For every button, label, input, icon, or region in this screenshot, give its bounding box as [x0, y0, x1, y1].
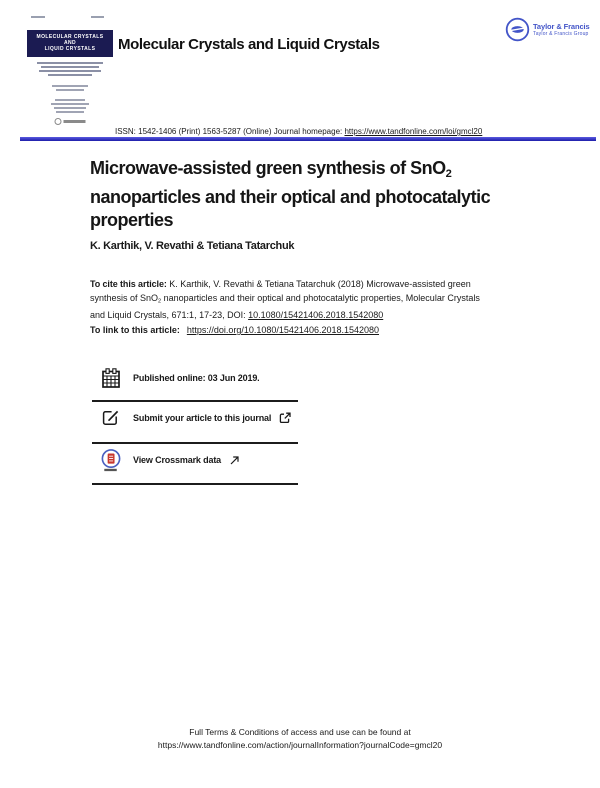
- cover-text-line: [37, 62, 103, 64]
- submit-article-text[interactable]: Submit your article to this journal: [133, 413, 272, 423]
- view-crossmark-text[interactable]: View Crossmark data: [133, 455, 222, 465]
- journal-cover-thumbnail: [25, 14, 115, 128]
- taylor-francis-logo-text: [533, 23, 590, 37]
- crossmark-icon: [100, 448, 122, 473]
- article-title-line1: Microwave-assisted green synthesis of SnO$_2$: [90, 158, 452, 181]
- cover-issn-text: [31, 16, 45, 18]
- cover-title-line: LIQUID CRYSTALS: [44, 46, 96, 52]
- article-authors: K. Karthik, V. Revathi & Tetiana Tatarchuk: [90, 240, 295, 252]
- issn-line: [115, 127, 482, 136]
- terms-footer: [0, 726, 600, 751]
- subscript: 2: [158, 298, 162, 305]
- view-crossmark-row[interactable]: [100, 448, 239, 472]
- article-title: [90, 157, 590, 232]
- cover-text-line: [55, 99, 85, 101]
- cite-label: To cite this article:: [90, 279, 167, 289]
- article-title-line2: nanoparticles and their optical and photocatalytic: [90, 187, 491, 208]
- journal-title: Molecular Crystals and Liquid Crystals: [118, 36, 380, 53]
- divider: [92, 400, 298, 402]
- publisher-logo-text: [64, 120, 86, 123]
- citation-block: [90, 278, 580, 322]
- divider: [92, 483, 298, 485]
- cover-text-line: [48, 74, 92, 76]
- link-label: To link to this article:: [90, 325, 180, 335]
- divider: [92, 442, 298, 444]
- cover-text-line: [41, 66, 99, 68]
- footer-line1: Full Terms & Conditions of access and use can be found at: [189, 727, 411, 737]
- external-arrow-icon: [230, 456, 239, 465]
- taylor-francis-logo: [505, 17, 590, 42]
- citation-line: and Liquid Crystals, 671:1, 17-23, DOI: 10.1080/15421406.2018.1542080: [90, 309, 384, 320]
- taylor-francis-globe-icon: [505, 17, 530, 42]
- submit-article-row[interactable]: [100, 406, 291, 430]
- article-title-line3: properties: [90, 210, 174, 231]
- logo-name: Taylor & Francis: [533, 21, 590, 31]
- article-link-line: [90, 325, 379, 335]
- citation-line: synthesis of SnO$_2$ nanoparticles and their optical and photocatalytic properties, Molecular Crystals: [90, 292, 480, 305]
- cover-title-line: AND: [63, 40, 77, 46]
- publisher-logo-icon: [55, 118, 62, 125]
- external-link-icon: [279, 412, 291, 424]
- cover-text-line: [56, 111, 84, 113]
- footer-terms-url: https://www.tandfonline.com/action/journalInformation?journalCode=gmcl20: [157, 739, 443, 750]
- subscript: 2: [445, 168, 452, 181]
- cover-title-line: MOLECULAR CRYSTALS: [36, 34, 104, 40]
- doi-link[interactable]: 10.1080/15421406.2018.1542080: [248, 309, 384, 320]
- issn-text: ISSN: 1542-1406 (Print) 1563-5287 (Online) Journal homepage:: [115, 127, 345, 136]
- cover-issue-text: [91, 16, 104, 18]
- published-online-row: [100, 366, 260, 390]
- submit-pencil-icon: [100, 409, 122, 427]
- citation-line: To cite this article: K. Karthik, V. Revathi & Tetiana Tatarchuk (2018) Microwave-assisted green: [90, 279, 471, 289]
- calendar-icon: [100, 368, 122, 388]
- logo-group: Taylor & Francis Group: [533, 30, 589, 37]
- journal-homepage-link[interactable]: https://www.tandfonline.com/loi/gmcl20: [344, 127, 483, 136]
- cover-text-line: [39, 70, 101, 72]
- cover-text-line: [54, 107, 86, 109]
- cover-text-line: [56, 89, 84, 91]
- cover-title-box: [27, 30, 113, 57]
- published-online-text: Published online: 03 Jun 2019.: [133, 373, 260, 383]
- cover-text-line: [51, 103, 89, 105]
- cover-text-line: [52, 85, 88, 87]
- cover-publisher-logo: [55, 118, 86, 125]
- article-doi-link[interactable]: https://doi.org/10.1080/15421406.2018.1542080: [186, 325, 380, 335]
- header-rule: [20, 137, 596, 141]
